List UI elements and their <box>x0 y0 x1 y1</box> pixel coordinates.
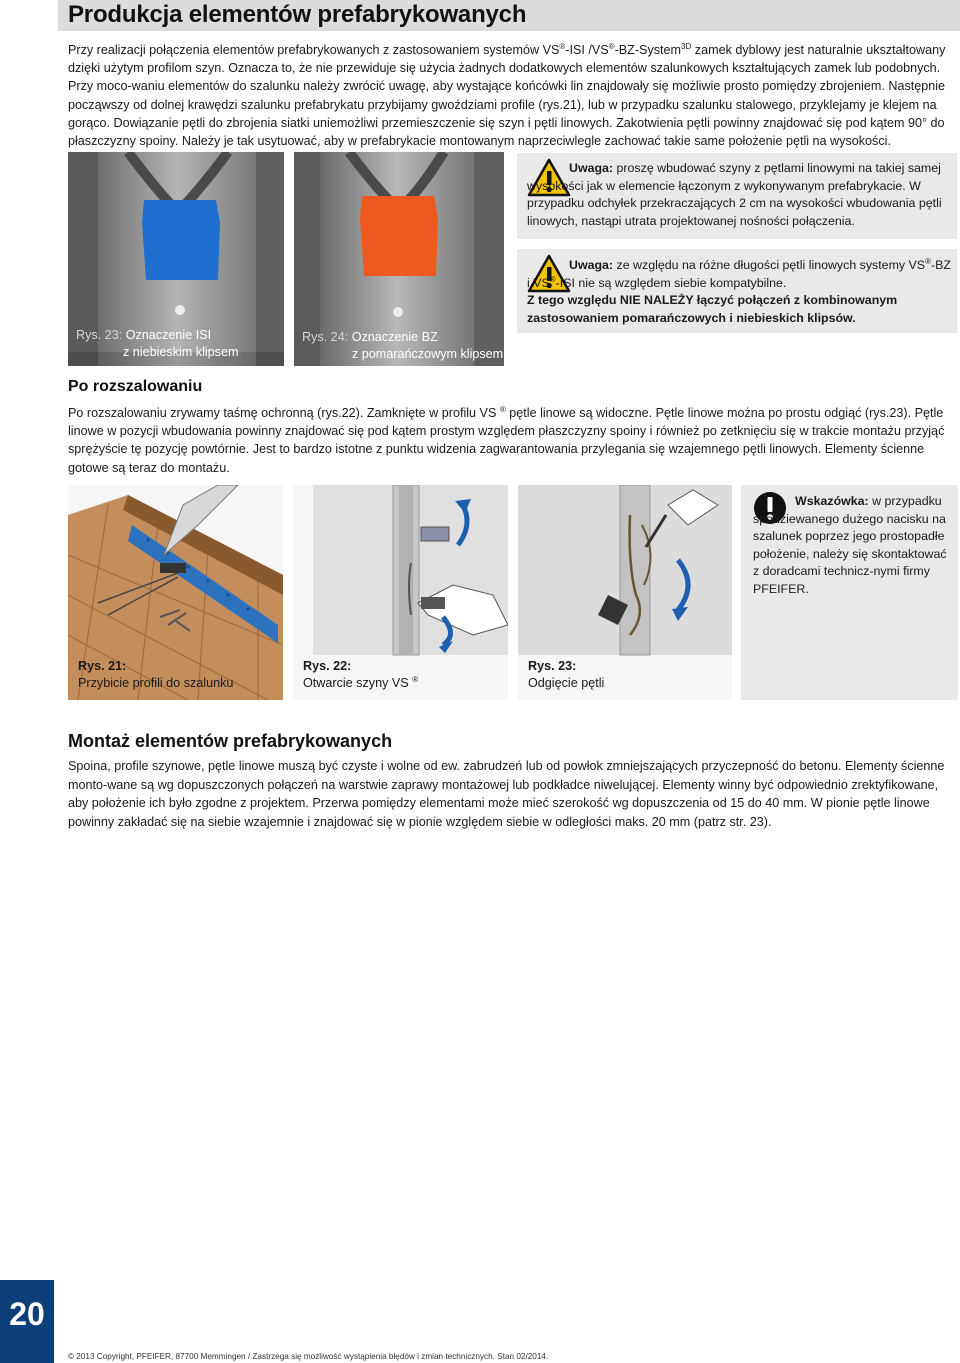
warning-2-t3: -ISI nie są względem siebie kompatybilne. <box>555 275 787 290</box>
fig22-caption <box>303 658 418 692</box>
section1-t2: pętle linowe są widoczne. Pętle linowe można po prostu odgiąć (rys.23). Pętle linowe w pozycji wbudowania powinny znajdować się pod kątem prostym względem płaszczyzny spoiny i również po zetknięciu się w trakcie montażu przyjąć sprężyście tę pozycję powtórnie. Jest to bardzo istotne z punktu widzenia zagwarantowania przylegania się wzajemnego pętli linowych. Elementy ścienne gotowe są teraz do montażu. <box>68 406 945 475</box>
warning-2-t2: -BZ i VS <box>527 258 951 290</box>
fig23b-text: Odgięcie pętli <box>528 676 605 690</box>
registered-mark: ® <box>412 674 419 684</box>
superscript-3d: 3D <box>681 41 692 51</box>
section-heading-montaz: Montaż elementów prefabrykowanych <box>68 731 393 751</box>
photo-bz-orange-clip <box>294 152 504 366</box>
page-number: 20 <box>9 1296 45 1332</box>
fig21-text: Przybicie profili do szalunku <box>78 676 234 690</box>
intro-text-2: -ISI /VS <box>565 43 609 57</box>
warning-1-body: proszę wbudować szyny z pętlami linowymi na takiej samej wysokości jak w elemencie łączonym z wykonywanym prefabrykacie. W przypadku odchyłek przekraczających 2 cm na wysokości wbudowania pętli linowych, nastąpi utrata projektowanej nośności połączenia. <box>527 161 942 228</box>
fig24-text1: Oznaczenie BZ <box>351 330 438 344</box>
intro-paragraph <box>68 41 960 150</box>
intro-text-3: -BZ-System <box>614 43 682 57</box>
fig21-caption <box>78 658 233 692</box>
registered-mark: ® <box>549 274 556 284</box>
warning-box-2 <box>517 249 957 333</box>
section2-paragraph: Spoina, profile szynowe, pętle linowe muszą być czyste i wolne od ew. zabrudzeń lub od powłok zmniejszających przyczepność do betonu. Elementy ścienne monto-wane są wg dopuszczonych połączeń na warstwie zaprawy montażowej lub podkładce niwelującej. Elementy winny być odpowiednio zrektyfikowane, aby położenie ich było zgodne z projektem. Przerwa pomiędzy elementami może mieć szerokość wg dopuszczenia od 15 do 40 mm. W pionie pętle linowe powinny zakładać się na siebie wzajemnie i znajdować się w pionie względem siebie w odległości maks. 20 mm (patrz str. 23). <box>68 759 945 829</box>
intro-text-4: zamek dyblowy jest naturalnie ukształtowany dzięki użytym profilom szyn. Oznacza to, że nie przewiduje się użycia żadnych dodatkowych elementów szalunkowych kształtujących zamek lub podobnych. Przy moco-waniu elementów do szalunku należy zwrócić uwagę, aby wystające końcówki lin znajdowały się możliwie prosto pomiędzy zbrojeniem. Następnie począwszy od dolnej krawędzi szalunku prefabrykatu przybijamy gwoździami profile (rys.21), lub w przypadku szalunku stalowego, przyklejamy je klejem na gorąco. Dowiązanie pętli do zbrojenia siatki uniemożliwi przemieszczenie się szyn i pętli linowych. Zakotwienia pętli powinny znajdować się pod kątem 90° do płaszczyzny spoiny. Należy je tak usytuować, aby w prefabrykacie montowanym naprzeciwlegle zachować takie same położenie pętli na wysokości. <box>68 43 946 149</box>
hint-text <box>753 493 953 599</box>
intro-text-1: Przy realizacji połączenia elementów prefabrykowanych z zastosowaniem systemów VS <box>68 43 560 57</box>
warning-1-label: Uwaga: <box>569 161 614 175</box>
warning-box-1 <box>517 153 957 239</box>
fig23-caption <box>76 327 238 361</box>
page-number-badge <box>0 1280 54 1363</box>
fig23b-caption <box>528 658 604 692</box>
section-heading-po-rozszalowaniu: Po rozszalowaniu <box>68 378 203 395</box>
photo-isi-blue-clip <box>68 152 284 366</box>
hint-body: w przypadku spodziewanego dużego nacisku na szalunek poprzez jego prostopadłe położenie, należy się skontaktować z doradcami technicz-nymi firmy PFEIFER. <box>753 494 947 596</box>
figure-21-illustration <box>68 485 283 700</box>
fig21-label: Rys. 21: <box>78 659 127 673</box>
page-title: Produkcja elementów prefabrykowanych <box>68 1 527 28</box>
fig24-label: Rys. 24: <box>302 330 349 344</box>
figure-22-illustration <box>293 485 508 700</box>
warning-2-bold: Z tego względu NIE NALEŻY łączyć połączeń z kombinowanym zastosowaniem pomarańczowych i niebieskich klipsów. <box>527 293 898 325</box>
fig23b-label: Rys. 23: <box>528 659 577 673</box>
registered-mark: ® <box>499 404 506 414</box>
hint-label: Wskazówka: <box>795 494 869 508</box>
title-bar <box>58 0 960 31</box>
section1-t1: Po rozszalowaniu zrywamy taśmę ochronną (rys.22). Zamknięte w profilu VS <box>68 406 497 420</box>
figure-23-loop-bending <box>518 485 732 700</box>
fig23-text1: Oznaczenie ISI <box>125 328 212 342</box>
registered-mark: ® <box>925 256 931 266</box>
warning-2-t1: ze względu na różne długości pętli linowych systemy VS <box>613 258 926 272</box>
fig24-text2: z pomarańczowym klipsem <box>352 347 504 361</box>
warning-2-text <box>527 257 953 327</box>
registered-mark: ® <box>608 41 615 51</box>
footer-copyright: © 2013 Copyright, PFEIFER, 87700 Memmingen / Zastrzega się możliwość wystąpienia błędów i zmian technicznych. Stan 02/2014. <box>68 1352 549 1361</box>
section1-paragraph <box>68 404 960 477</box>
warning-2-label: Uwaga: <box>569 258 614 272</box>
fig22-text: Otwarcie szyny VS <box>303 676 409 690</box>
warning-1-text <box>527 160 953 230</box>
fig22-label: Rys. 22: <box>303 659 352 673</box>
fig23-text2: z niebieskim klipsem <box>123 345 239 359</box>
registered-mark: ® <box>559 41 566 51</box>
fig23-label: Rys. 23: <box>76 328 123 342</box>
hint-box <box>741 485 958 700</box>
fig24-caption <box>302 329 503 363</box>
